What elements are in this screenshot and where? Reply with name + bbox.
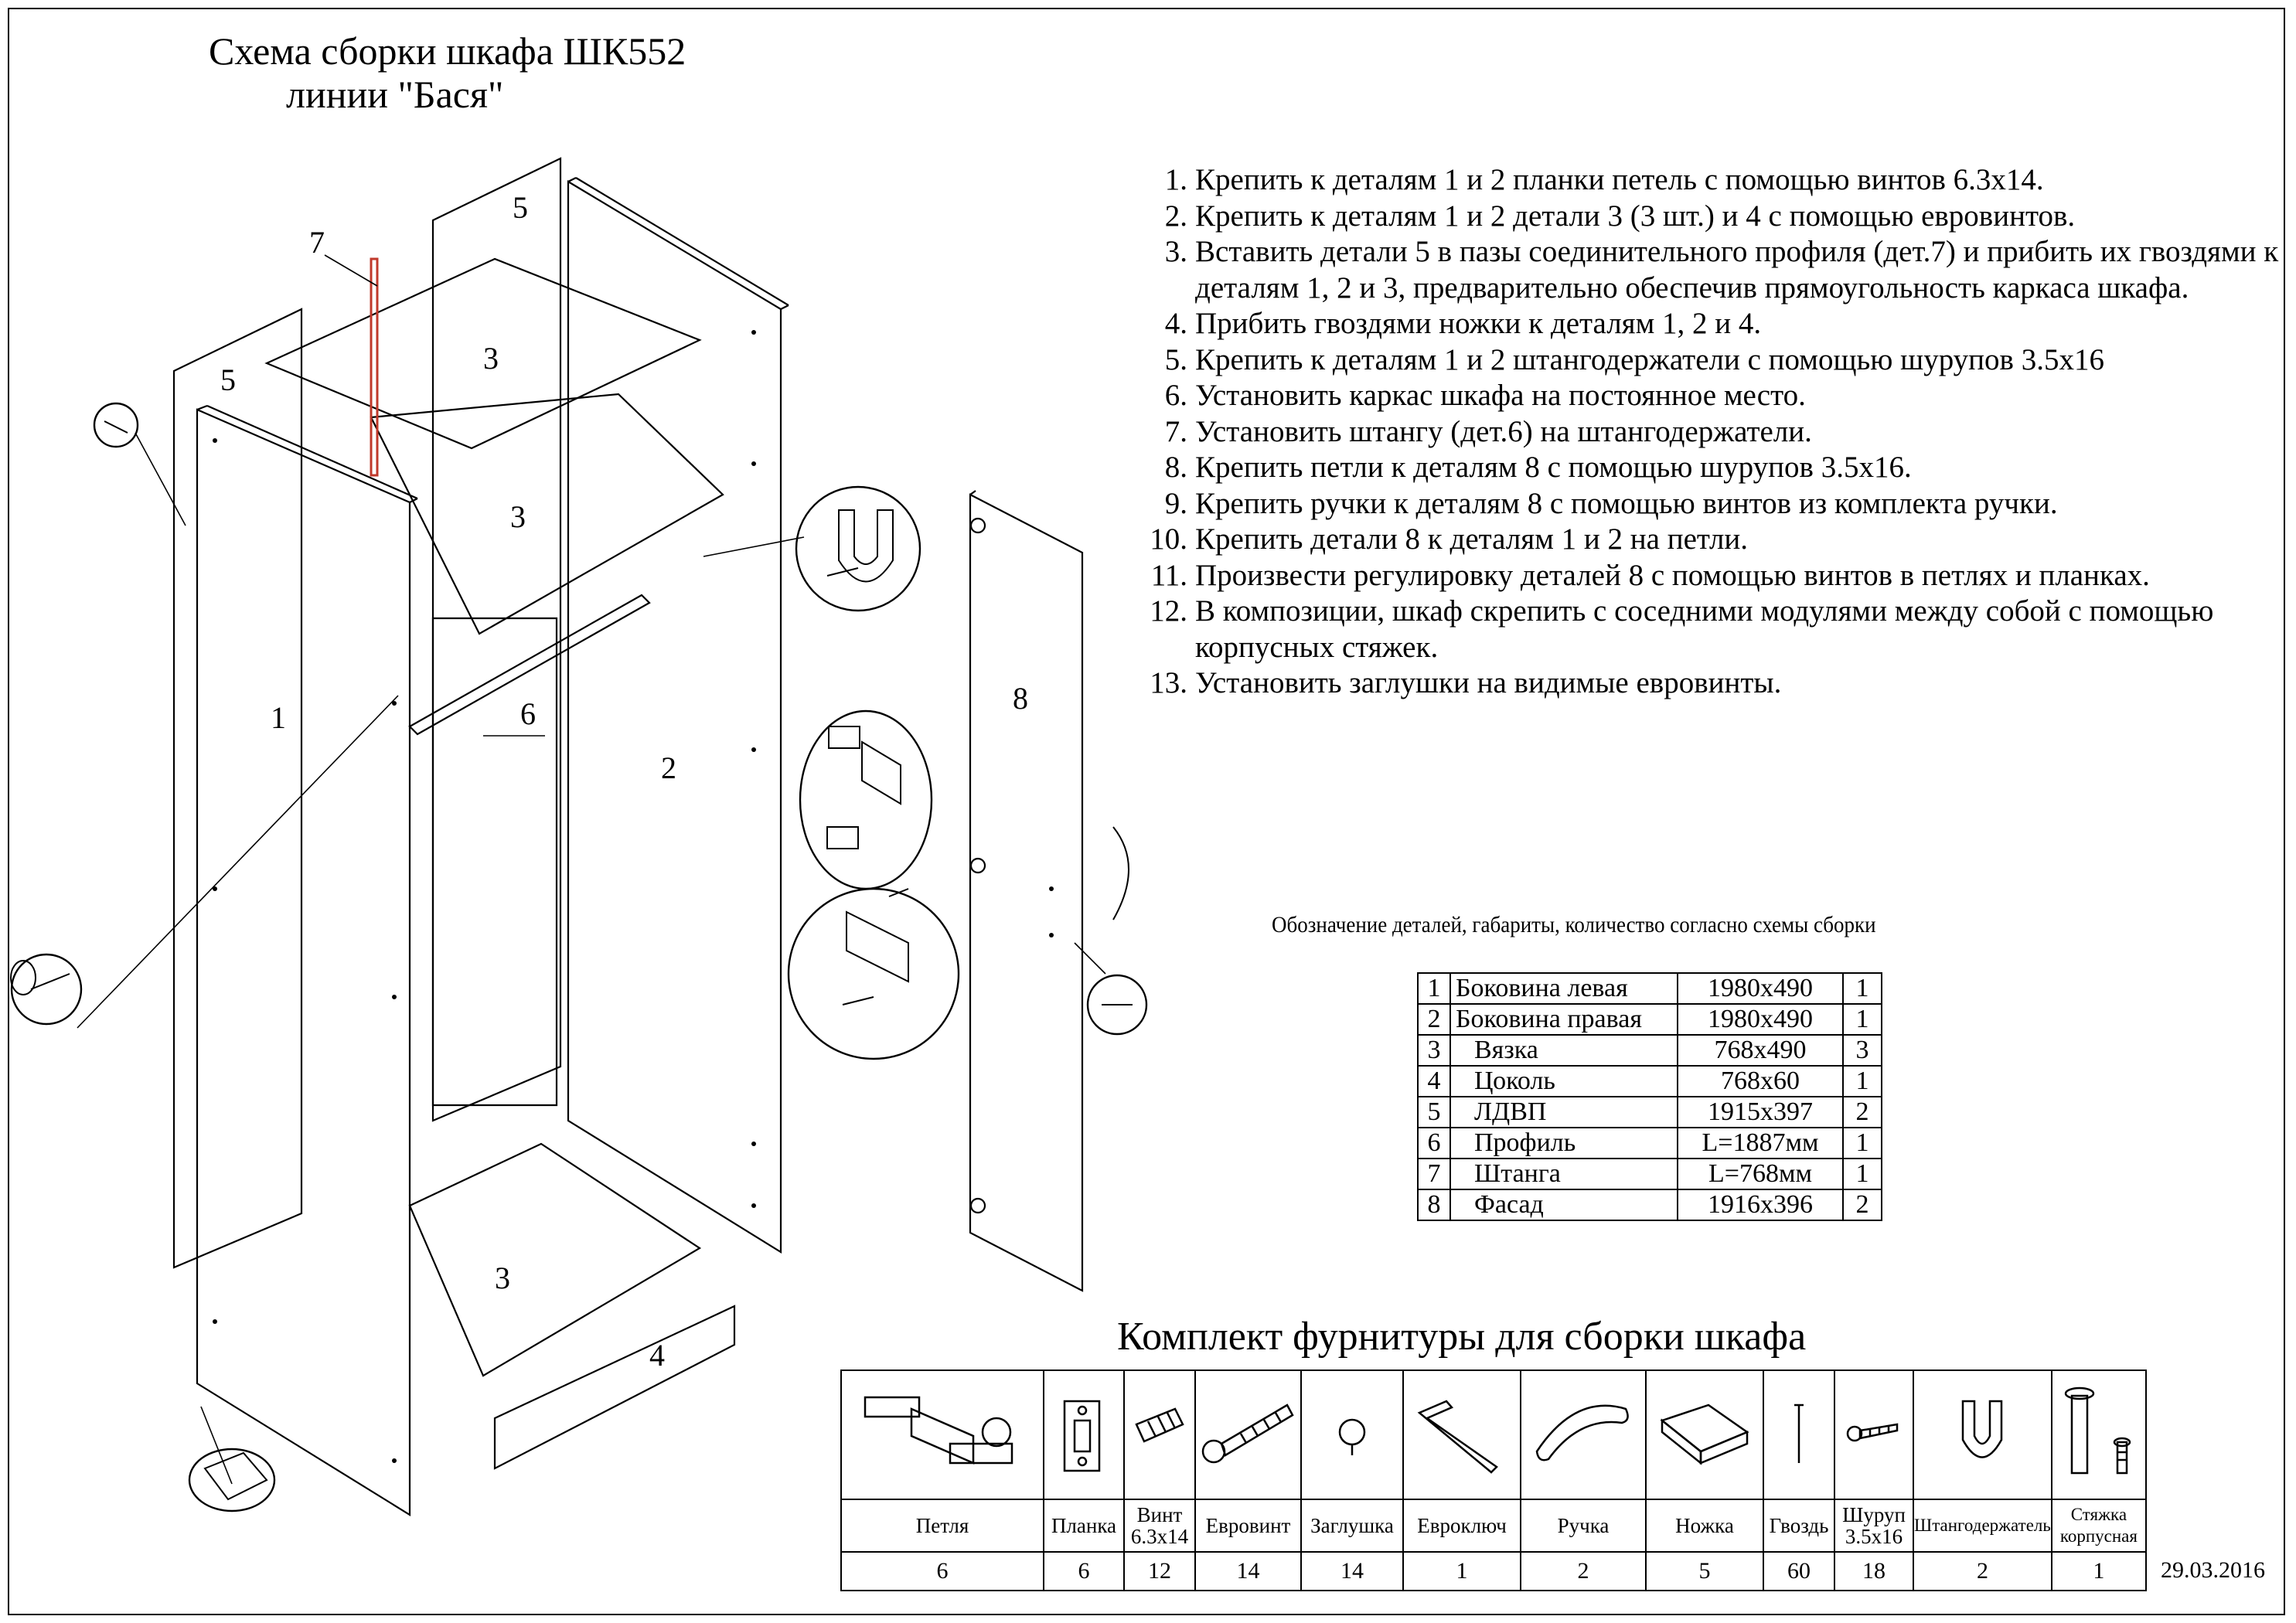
instruction-item [1121, 306, 2281, 342]
kit-names-row [841, 1499, 2146, 1552]
kit-item-name: Петля [841, 1499, 1044, 1552]
instruction-text: В композиции, шкаф скрепить с соседними модулями между собой с помощью корпусных стяжек. [1195, 594, 2214, 664]
part-label-2: 2 [661, 750, 676, 785]
hinge-icon [857, 1386, 1027, 1478]
kit-item-qty: 1 [1403, 1552, 1521, 1591]
kit-item-qty: 2 [1913, 1552, 2052, 1591]
table-row [1418, 1066, 1882, 1097]
back-panel-5-right [433, 158, 560, 1121]
instruction-item [1121, 665, 2281, 702]
kit-icon-cell [1763, 1370, 1834, 1499]
instruction-number: 2. [1164, 199, 1187, 233]
instruction-text: Крепить к деталям 1 и 2 планки петель с помощью винтов 6.3х14. [1195, 163, 2044, 196]
part-label-1: 1 [271, 700, 286, 735]
part-dims: 1980х490 [1678, 973, 1843, 1004]
table-row [1418, 1128, 1882, 1159]
part-dims: 1915х397 [1678, 1097, 1843, 1128]
leg-icon [1654, 1386, 1755, 1478]
part-dims: L=1887мм [1678, 1128, 1843, 1159]
kit-icon-cell [1403, 1370, 1521, 1499]
facade-8 [970, 495, 1082, 1291]
side-panel-2 [568, 182, 781, 1252]
instruction-text: Крепить петли к деталям 8 с помощью шурупов 3.5х16. [1195, 451, 1912, 484]
kit-icon-cell [1124, 1370, 1195, 1499]
kit-icon-cell [1834, 1370, 1913, 1499]
part-dims: 768х60 [1678, 1066, 1843, 1097]
kit-item-name: Заглушка [1301, 1499, 1403, 1552]
part-label-5-left: 5 [220, 362, 236, 397]
instruction-item [1121, 378, 2281, 414]
kit-item-name: Гвоздь [1763, 1499, 1834, 1552]
part-label-5-right: 5 [513, 190, 528, 225]
kit-item-qty: 5 [1646, 1552, 1763, 1591]
mounting-plate-icon [1053, 1386, 1115, 1478]
kit-icon-cell [1195, 1370, 1301, 1499]
instruction-item [1121, 522, 2281, 558]
plinth-4 [495, 1306, 734, 1468]
part-name: Боковина левая [1450, 973, 1678, 1004]
part-qty: 1 [1843, 1159, 1882, 1189]
instruction-number: 8. [1164, 451, 1187, 484]
instruction-item [1121, 199, 2281, 235]
part-number: 5 [1418, 1097, 1450, 1128]
part-number: 7 [1418, 1159, 1450, 1189]
instruction-text: Прибить гвоздями ножки к деталям 1, 2 и 4. [1195, 307, 1762, 340]
table-row [1418, 1004, 1882, 1035]
part-qty: 2 [1843, 1097, 1882, 1128]
kit-icon-cell [1301, 1370, 1403, 1499]
page-title [209, 29, 686, 116]
title-line-1: Схема сборки шкафа ШК552 [209, 29, 686, 73]
euroscrew-icon [1198, 1386, 1299, 1478]
instruction-item [1121, 558, 2281, 594]
instruction-item [1121, 594, 2281, 665]
table-row [1418, 1189, 1882, 1220]
kit-item-name: Ножка [1646, 1499, 1763, 1552]
part-name: Боковина правая [1450, 1004, 1678, 1035]
instruction-text: Произвести регулировку деталей 8 с помощью винтов в петлях и планках. [1195, 558, 2150, 592]
rail-holder-icon [1943, 1386, 2021, 1478]
instruction-text: Крепить к деталям 1 и 2 детали 3 (3 шт.) и 4 с помощью евровинтов. [1195, 199, 2076, 233]
table-row [1418, 973, 1882, 1004]
instruction-number: 5. [1164, 342, 1187, 376]
instruction-text: Установить заглушки на видимые евровинты. [1195, 666, 1782, 699]
instruction-item [1121, 486, 2281, 522]
part-name: Профиль [1450, 1128, 1678, 1159]
detail-rail-holder [796, 487, 920, 611]
part-qty: 3 [1843, 1035, 1882, 1066]
part-number: 4 [1418, 1066, 1450, 1097]
instruction-item [1121, 342, 2281, 379]
part-dims: L=768мм [1678, 1159, 1843, 1189]
part-label-3-middle: 3 [510, 499, 526, 534]
kit-item-qty: 6 [841, 1552, 1044, 1591]
wood-screw-icon [1843, 1386, 1905, 1478]
parts-table [1417, 972, 1882, 1221]
part-name: ЛДВП [1450, 1097, 1678, 1128]
instruction-number: 12. [1150, 594, 1187, 628]
instruction-number: 3. [1164, 235, 1187, 268]
kit-item-qty: 14 [1195, 1552, 1301, 1591]
instruction-number: 6. [1164, 379, 1187, 412]
kit-qty-row [841, 1552, 2146, 1591]
shelf-3-middle [371, 394, 723, 634]
instruction-number: 7. [1164, 414, 1187, 448]
screw-icon [1129, 1386, 1191, 1478]
kit-item-name: Шуруп 3.5х16 [1834, 1499, 1913, 1552]
kit-icon-cell [1913, 1370, 2052, 1499]
kit-item-qty: 6 [1044, 1552, 1124, 1591]
kit-icon-cell [1521, 1370, 1646, 1499]
part-number: 1 [1418, 973, 1450, 1004]
part-number: 2 [1418, 1004, 1450, 1035]
instruction-text: Установить каркас шкафа на постоянное место. [1195, 379, 1806, 412]
part-number: 8 [1418, 1189, 1450, 1220]
part-dims: 1980х490 [1678, 1004, 1843, 1035]
instruction-item [1121, 162, 2281, 199]
hardware-kit-table [840, 1370, 2147, 1591]
instruction-item [1121, 414, 2281, 451]
assembly-instructions [1121, 162, 2281, 702]
detail-mounting-plate [800, 711, 932, 889]
title-line-2: линии "Бася" [286, 73, 504, 116]
detail-cap-left [12, 954, 81, 1024]
instruction-text: Крепить детали 8 к деталям 1 и 2 на петли. [1195, 522, 1749, 556]
instruction-number: 1. [1164, 163, 1187, 196]
kit-item-qty: 14 [1301, 1552, 1403, 1591]
kit-item-name: Штангодержатель [1913, 1499, 2052, 1552]
part-qty: 1 [1843, 1004, 1882, 1035]
part-name: Фасад [1450, 1189, 1678, 1220]
instruction-item [1121, 450, 2281, 486]
document-date: 29.03.2016 [2161, 1557, 2265, 1583]
side-panel-1 [197, 410, 410, 1515]
kit-title: Комплект фурнитуры для сборки шкафа [1117, 1315, 1807, 1359]
kit-icons-row [841, 1370, 2146, 1499]
kit-item-name: Стяжка корпусная [2052, 1499, 2146, 1552]
part-dims: 1916х396 [1678, 1189, 1843, 1220]
kit-item-qty: 1 [2052, 1552, 2146, 1591]
instruction-text: Вставить детали 5 в пазы соединительного профиля (дет.7) и прибить их гвоздями к деталям 1, 2 и 3, предварительно обеспечив прямоугольность каркаса шкафа. [1195, 235, 2279, 305]
part-name: Штанга [1450, 1159, 1678, 1189]
part-name: Вязка [1450, 1035, 1678, 1066]
kit-icon-cell [1646, 1370, 1763, 1499]
kit-item-name: Ручка [1521, 1499, 1646, 1552]
kit-item-name: Планка [1044, 1499, 1124, 1552]
kit-item-qty: 2 [1521, 1552, 1646, 1591]
handle-icon [1529, 1386, 1637, 1478]
instruction-item [1121, 234, 2281, 306]
part-label-3-bottom: 3 [495, 1261, 510, 1295]
hex-key-icon [1412, 1386, 1512, 1478]
part-qty: 2 [1843, 1189, 1882, 1220]
part-qty: 1 [1843, 1128, 1882, 1159]
table-row [1418, 1159, 1882, 1189]
kit-item-name: Винт 6.3х14 [1124, 1499, 1195, 1552]
part-qty: 1 [1843, 973, 1882, 1004]
part-name: Цоколь [1450, 1066, 1678, 1097]
kit-item-name: Евровинт [1195, 1499, 1301, 1552]
part-label-3-top: 3 [483, 341, 499, 376]
part-qty: 1 [1843, 1066, 1882, 1097]
connector-icon [2056, 1384, 2141, 1481]
parts-caption: Обозначение деталей, габариты, количество согласно схемы сборки [1272, 912, 1876, 937]
kit-icon-cell [2052, 1370, 2146, 1499]
instruction-number: 4. [1164, 307, 1187, 340]
part-label-6: 6 [520, 696, 536, 731]
part-number: 3 [1418, 1035, 1450, 1066]
table-row [1418, 1097, 1882, 1128]
table-row [1418, 1035, 1882, 1066]
instruction-number: 9. [1164, 486, 1187, 520]
kit-icon-cell [1044, 1370, 1124, 1499]
part-label-4: 4 [649, 1338, 665, 1373]
part-dims: 768х490 [1678, 1035, 1843, 1066]
instruction-number: 11. [1150, 558, 1187, 592]
instruction-number: 13. [1150, 666, 1187, 699]
kit-item-qty: 60 [1763, 1552, 1834, 1591]
detail-hinge [789, 889, 959, 1059]
kit-item-qty: 18 [1834, 1552, 1913, 1591]
part-label-7: 7 [309, 225, 325, 260]
kit-item-qty: 12 [1124, 1552, 1195, 1591]
back-panel-5-left [174, 309, 301, 1267]
instruction-text: Крепить к деталям 1 и 2 штангодержатели с помощью шурупов 3.5х16 [1195, 342, 2104, 376]
part-number: 6 [1418, 1128, 1450, 1159]
cap-icon [1329, 1386, 1375, 1478]
kit-icon-cell [841, 1370, 1044, 1499]
instruction-text: Крепить ручки к деталям 8 с помощью винтов из комплекта ручки. [1195, 486, 2058, 520]
detail-nail [94, 403, 138, 447]
nail-icon [1783, 1386, 1814, 1478]
part-label-8: 8 [1013, 681, 1028, 716]
kit-item-name: Евроключ [1403, 1499, 1521, 1552]
instruction-number: 10. [1150, 522, 1187, 556]
instruction-text: Установить штангу (дет.6) на штангодержатели. [1195, 414, 1812, 448]
